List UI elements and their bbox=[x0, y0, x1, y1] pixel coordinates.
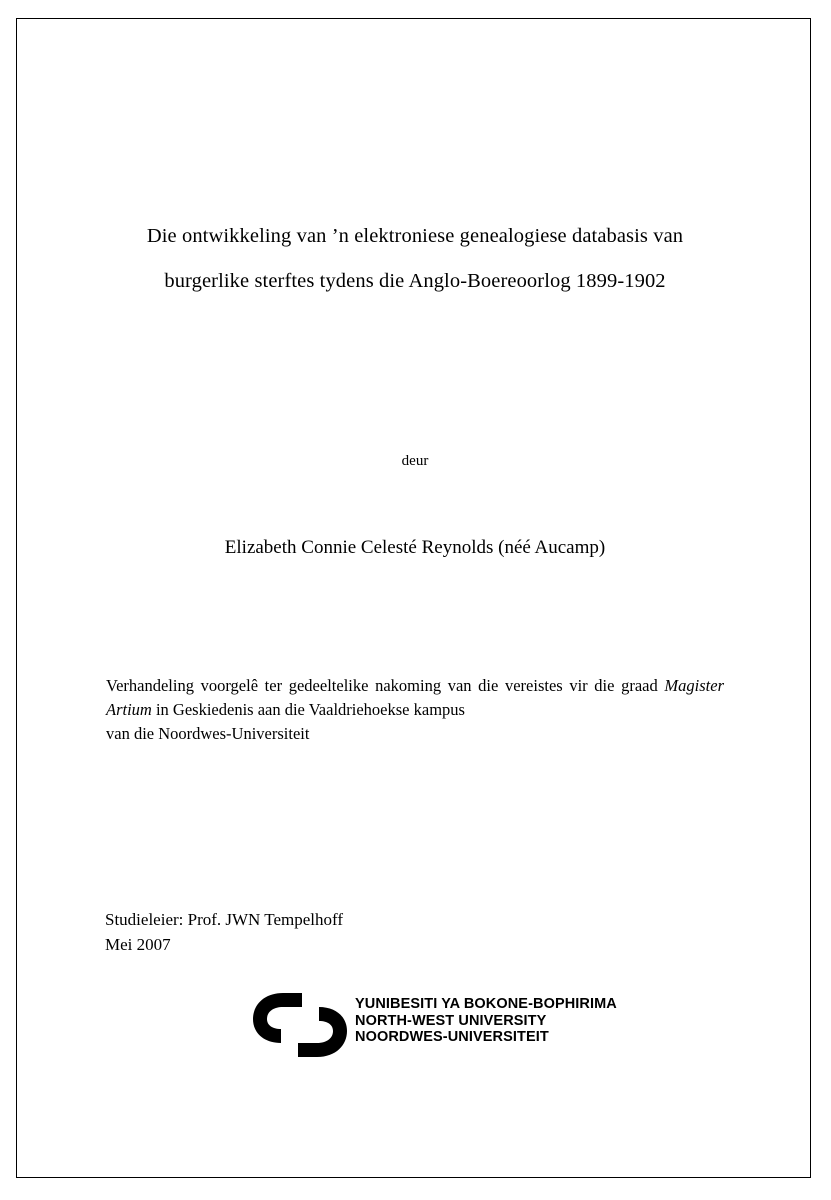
university-logo-text bbox=[355, 996, 617, 1046]
statement-part-1: Verhandeling voorgelê ter gedeeltelike nakoming van die vereistes vir die graad bbox=[106, 676, 665, 695]
logo-line-3: NOORDWES-UNIVERSITEIT bbox=[355, 1029, 549, 1045]
page-content bbox=[105, 19, 725, 1177]
statement-part-3: van die Noordwes-Universiteit bbox=[106, 724, 310, 743]
logo-line-2: NORTH-WEST UNIVERSITY bbox=[355, 1012, 547, 1029]
supervisor-block bbox=[105, 907, 725, 957]
title-line-1: Die ontwikkeling van ’n elektroniese genealogiese databasis van bbox=[146, 225, 684, 247]
statement-part-2: in Geskiedenis aan die Vaaldriehoekse kampus bbox=[151, 700, 465, 719]
logo-line-1: YUNIBESITI YA BOKONE-BOPHIRIMA bbox=[355, 996, 617, 1012]
university-logo-block bbox=[105, 979, 725, 1069]
page-title bbox=[105, 214, 725, 304]
author-name: Elizabeth Connie Celesté Reynolds (néé Aucamp) bbox=[224, 537, 606, 558]
degree-name: Magister Artium bbox=[106, 676, 724, 719]
north-west-university-logo-icon bbox=[250, 989, 350, 1061]
title-line-2: burgerlike sterftes tydens die Anglo-Boereoorlog 1899-1902 bbox=[164, 270, 666, 292]
by-label: deur bbox=[401, 453, 429, 469]
degree-statement bbox=[106, 674, 724, 746]
date-line: Mei 2007 bbox=[105, 935, 171, 954]
supervisor-line: Studieleier: Prof. JWN Tempelhoff bbox=[105, 910, 344, 929]
document-page bbox=[16, 18, 811, 1178]
